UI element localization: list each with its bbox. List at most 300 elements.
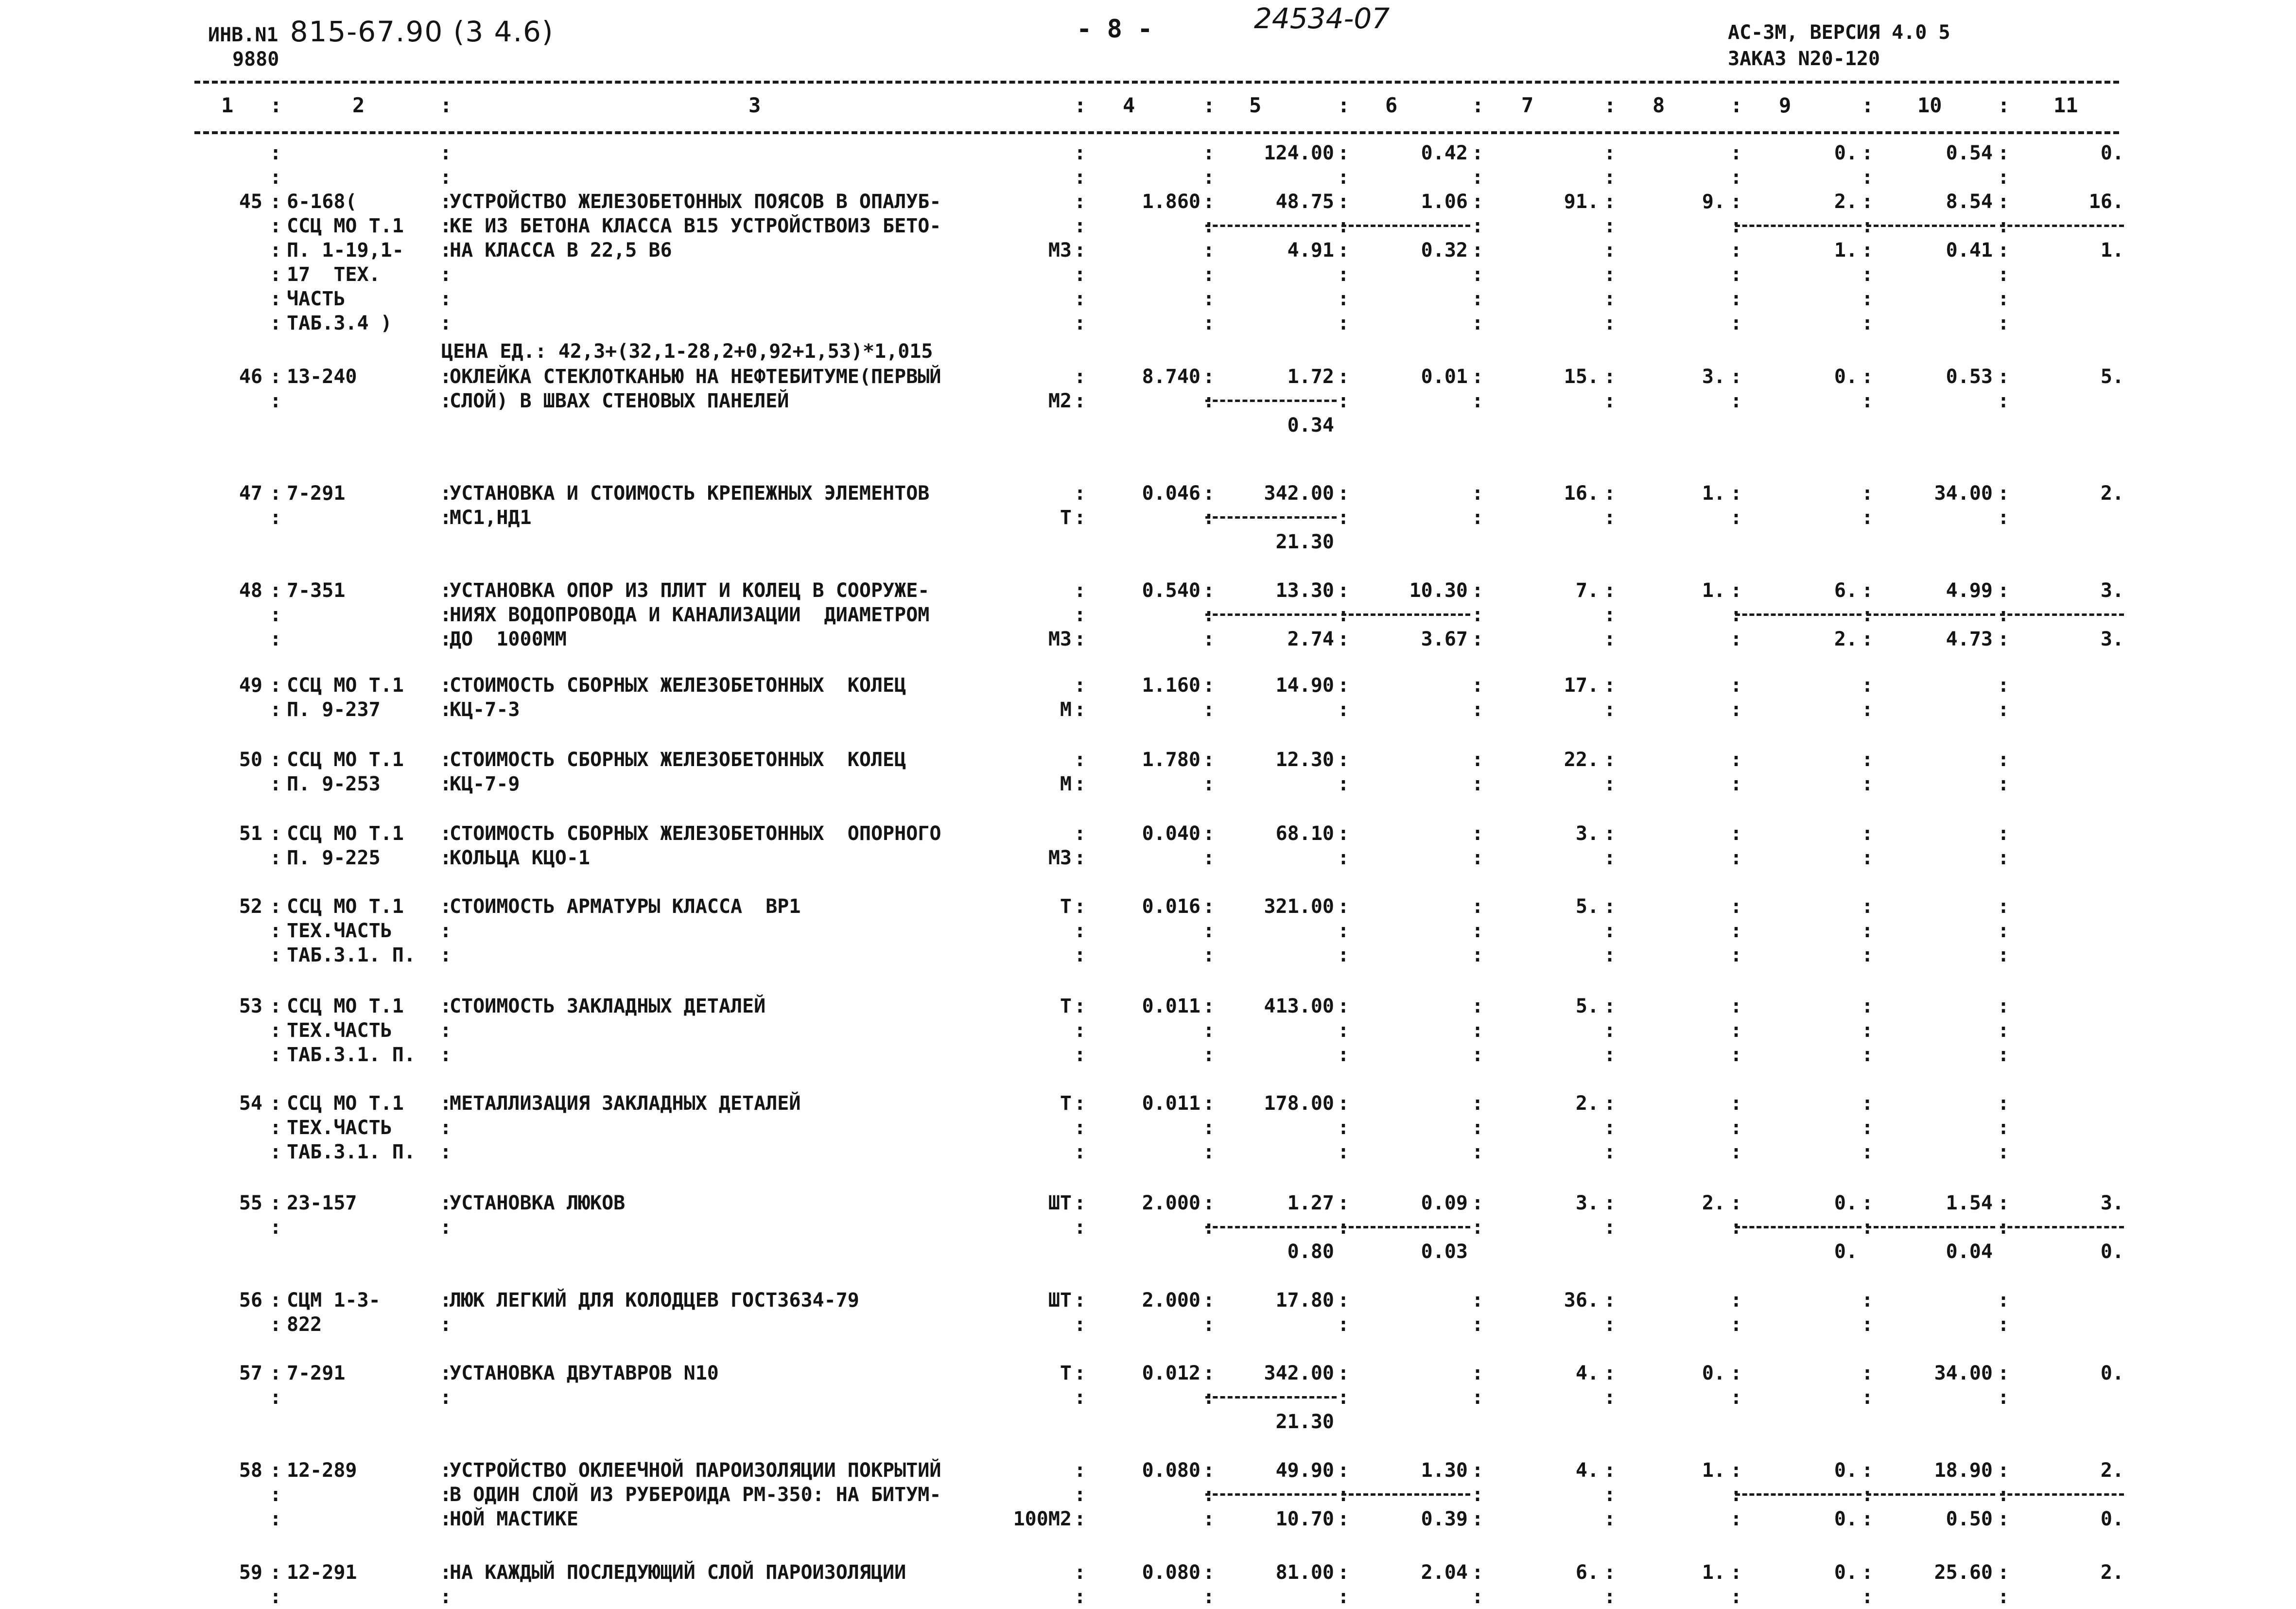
column-separator: : — [1472, 1092, 1484, 1115]
column-separator: : — [440, 390, 452, 412]
column-separator: : — [1604, 482, 1616, 505]
quantity-value: 8.740 — [1142, 366, 1200, 388]
column-separator: : — [1203, 191, 1215, 213]
column-separator: : — [1998, 920, 2010, 942]
column-separator: : — [1861, 142, 1874, 164]
column-separator: : — [1074, 288, 1086, 310]
column-separator: : — [1861, 191, 1874, 213]
column-separator: : — [1998, 288, 2010, 310]
column-separator: : — [1604, 1019, 1616, 1042]
value-c5: 48.75 — [1275, 191, 1334, 213]
column-separator: : — [1998, 699, 2010, 721]
code-line: ТАБ.3.1. П. — [287, 1141, 416, 1163]
column-separator: : — [1604, 628, 1616, 650]
column-separator: : — [1730, 263, 1742, 286]
column-separator: : — [1338, 1141, 1350, 1163]
value-c11: 3. — [2100, 1192, 2124, 1214]
column-separator: : — [1604, 1192, 1616, 1214]
column-separator: : — [1604, 215, 1616, 237]
column-separator: : — [1472, 920, 1484, 942]
column-separator: : — [1074, 366, 1086, 388]
column-separator: : — [1998, 1141, 2010, 1163]
value-c8: 1. — [1702, 1561, 1725, 1584]
column-separator: : — [270, 1216, 282, 1239]
handwritten-reference: 815-67.90 (3 4.6) — [290, 15, 554, 48]
quantity-value: 2.000 — [1142, 1289, 1200, 1312]
description-line: УСТАНОВКА И СТОИМОСТЬ КРЕПЕЖНЫХ ЭЛЕМЕНТОВ — [450, 482, 930, 505]
column-separator: : — [1861, 1586, 1874, 1608]
column-separator: : — [1338, 1044, 1350, 1066]
column-header-6: 6 — [1385, 93, 1398, 117]
description-line: НА КАЖДЫЙ ПОСЛЕДУЮЩИЙ СЛОЙ ПАРОИЗОЛЯЦИИ — [450, 1561, 906, 1584]
column-separator: : — [1604, 579, 1616, 602]
value-c5: 342.00 — [1264, 1362, 1334, 1384]
column-separator: : — [1203, 166, 1215, 189]
column-separator: : — [1203, 944, 1215, 966]
description-line: ДО 1000ММ — [450, 628, 567, 650]
column-separator: : — [1604, 239, 1616, 262]
column-separator: : — [1074, 1508, 1086, 1530]
column-separator: : — [270, 1386, 282, 1409]
column-separator: : — [1203, 822, 1215, 845]
column-separator: : — [1861, 1362, 1874, 1384]
column-separator: : — [1998, 390, 2010, 412]
description-line: УСТАНОВКА ЛЮКОВ — [450, 1192, 626, 1214]
code-line: ТЕХ.ЧАСТЬ — [287, 1117, 392, 1139]
column-separator: : — [1203, 1561, 1215, 1584]
column-header-9: 9 — [1779, 93, 1792, 117]
column-separator: : — [1338, 215, 1350, 237]
column-separator: : — [1998, 142, 2010, 164]
column-separator: : — [1730, 239, 1742, 262]
value-c9: 6. — [1834, 579, 1858, 602]
column-separator: : — [1472, 579, 1484, 602]
column-separator: : — [1730, 1141, 1742, 1163]
column-separator: : — [1074, 1484, 1086, 1506]
value-c5: 14.90 — [1275, 674, 1334, 697]
column-separator: : — [440, 312, 452, 334]
value-c10: 1.54 — [1946, 1192, 1993, 1214]
description-line: УСТАНОВКА ОПОР ИЗ ПЛИТ И КОЛЕЦ В СООРУЖЕ- — [450, 579, 930, 602]
column-separator: : — [1861, 944, 1874, 966]
column-header-7: 7 — [1521, 93, 1534, 117]
column-separator: : — [270, 1459, 282, 1482]
column-separator: : — [1203, 995, 1215, 1017]
column-header-separator: : — [1074, 93, 1087, 117]
column-separator: : — [1074, 1044, 1086, 1066]
column-separator: : — [1472, 1386, 1484, 1409]
value-c5: 49.90 — [1275, 1459, 1334, 1482]
column-separator: : — [1074, 1586, 1086, 1608]
column-separator: : — [1730, 366, 1742, 388]
value-c6: 0.03 — [1421, 1241, 1468, 1263]
value-c8: 1. — [1702, 579, 1725, 602]
column-separator: : — [1730, 773, 1742, 795]
column-separator: : — [1861, 215, 1874, 237]
column-separator: : — [270, 1362, 282, 1384]
column-separator: : — [1472, 895, 1484, 918]
row-number: 59 — [239, 1561, 262, 1584]
column-separator: : — [440, 366, 452, 388]
column-separator: : — [440, 920, 452, 942]
column-separator: : — [1861, 920, 1874, 942]
column-header-2: 2 — [352, 93, 365, 117]
value-c10: 0.50 — [1946, 1508, 1993, 1530]
column-separator: : — [1604, 312, 1616, 334]
column-separator: : — [1861, 1092, 1874, 1115]
value-c5: 342.00 — [1264, 482, 1334, 505]
column-separator: : — [1730, 995, 1742, 1017]
column-separator: : — [1472, 1484, 1484, 1506]
value-c6: 0.39 — [1421, 1508, 1468, 1530]
column-separator: : — [440, 166, 452, 189]
column-separator: : — [1338, 604, 1350, 626]
column-separator: : — [1730, 191, 1742, 213]
column-separator: : — [1338, 191, 1350, 213]
column-separator: : — [440, 995, 452, 1017]
column-separator: : — [440, 749, 452, 771]
column-separator: : — [440, 1141, 452, 1163]
column-separator: : — [1338, 749, 1350, 771]
column-separator: : — [1472, 674, 1484, 697]
column-separator: : — [1338, 166, 1350, 189]
unit-label: Т — [1060, 895, 1072, 918]
quantity-value: 0.080 — [1142, 1459, 1200, 1482]
description-line: НИЯХ ВОДОПРОВОДА И КАНАЛИЗАЦИИ ДИАМЕТРОМ — [450, 604, 930, 626]
column-separator: : — [1074, 604, 1086, 626]
column-header-11: 11 — [2053, 93, 2078, 117]
column-separator: : — [1074, 166, 1086, 189]
column-separator: : — [270, 920, 282, 942]
column-separator: : — [1472, 628, 1484, 650]
column-separator: : — [1472, 847, 1484, 869]
column-separator: : — [1472, 1313, 1484, 1336]
column-separator: : — [1472, 1508, 1484, 1530]
value-c9: 0. — [1834, 1508, 1858, 1530]
column-separator: : — [1998, 1044, 2010, 1066]
column-separator: : — [270, 822, 282, 845]
column-separator: : — [1203, 312, 1215, 334]
value-c8: 2. — [1702, 1192, 1725, 1214]
column-separator: : — [1998, 847, 2010, 869]
column-separator: : — [1074, 944, 1086, 966]
description-line: ОКЛЕЙКА СТЕКЛОТКАНЬЮ НА НЕФТЕБИТУМЕ(ПЕРВЫЙ — [450, 366, 941, 388]
row-number: 45 — [239, 191, 262, 213]
column-separator: : — [1998, 1386, 2010, 1409]
value-c11: 2. — [2100, 1561, 2124, 1584]
column-separator: : — [1998, 1092, 2010, 1115]
column-separator: : — [270, 847, 282, 869]
column-separator: : — [1338, 579, 1350, 602]
column-separator: : — [1074, 1216, 1086, 1239]
quantity-value: 1.860 — [1142, 191, 1200, 213]
code-line: ТЕХ.ЧАСТЬ — [287, 920, 392, 942]
column-separator: : — [440, 699, 452, 721]
column-separator: : — [440, 142, 452, 164]
column-header-5: 5 — [1249, 93, 1262, 117]
column-separator: : — [1604, 390, 1616, 412]
column-separator: : — [1861, 366, 1874, 388]
value-c5: 4.91 — [1287, 239, 1334, 262]
row-number: 57 — [239, 1362, 262, 1384]
column-separator: : — [1998, 1362, 2010, 1384]
column-separator: : — [1472, 1561, 1484, 1584]
subtotal-divider — [1866, 1226, 1995, 1228]
description-line: УСТАНОВКА ДВУТАВРОВ N10 — [450, 1362, 719, 1384]
column-separator: : — [1730, 822, 1742, 845]
column-separator: : — [1730, 1459, 1742, 1482]
description-line: НОЙ МАСТИКЕ — [450, 1508, 578, 1530]
column-separator: : — [1074, 1289, 1086, 1312]
value-c11: 0. — [2100, 1241, 2124, 1263]
column-separator: : — [1998, 822, 2010, 845]
column-separator: : — [1730, 288, 1742, 310]
value-c11: 0. — [2100, 1508, 2124, 1530]
column-separator: : — [1338, 263, 1350, 286]
value-c11: 0. — [2100, 1362, 2124, 1384]
column-separator: : — [1472, 142, 1484, 164]
column-separator: : — [1472, 1117, 1484, 1139]
column-separator: : — [1074, 215, 1086, 237]
unit-label: М3 — [1048, 628, 1072, 650]
column-separator: : — [1998, 312, 2010, 334]
column-separator: : — [1338, 366, 1350, 388]
row-number: 48 — [239, 579, 262, 602]
value-c5: 1.27 — [1287, 1192, 1334, 1214]
column-separator: : — [1730, 895, 1742, 918]
column-separator: : — [1472, 995, 1484, 1017]
column-separator: : — [1604, 1313, 1616, 1336]
value-c7: 7. — [1575, 579, 1599, 602]
column-separator: : — [1730, 1386, 1742, 1409]
column-separator: : — [1472, 263, 1484, 286]
unit-label: М2 — [1048, 390, 1072, 412]
subtotal-divider — [1735, 613, 1861, 616]
column-separator: : — [1730, 1508, 1742, 1530]
column-separator: : — [1338, 944, 1350, 966]
quantity-value: 0.540 — [1142, 579, 1200, 602]
row-number: 58 — [239, 1459, 262, 1482]
column-separator: : — [1861, 895, 1874, 918]
value-c10: 18.90 — [1934, 1459, 1993, 1482]
column-separator: : — [1998, 1019, 2010, 1042]
column-header-separator: : — [1604, 93, 1617, 117]
column-separator: : — [1998, 166, 2010, 189]
column-header-separator: : — [1203, 93, 1216, 117]
subtotal-divider — [1735, 225, 1861, 227]
column-separator: : — [1861, 1508, 1874, 1530]
column-separator: : — [1730, 674, 1742, 697]
column-separator: : — [1074, 239, 1086, 262]
column-header-separator: : — [1730, 93, 1743, 117]
quantity-value: 0.011 — [1142, 1092, 1200, 1115]
column-separator: : — [1338, 1216, 1350, 1239]
column-separator: : — [1203, 674, 1215, 697]
quantity-value: 0.012 — [1142, 1362, 1200, 1384]
description-line: В ОДИН СЛОЙ ИЗ РУБЕРОИДА РМ-350: НА БИТУМ- — [450, 1484, 941, 1506]
column-separator: : — [1730, 1019, 1742, 1042]
column-separator: : — [1203, 1484, 1215, 1506]
code-line: П. 9-225 — [287, 847, 381, 869]
column-separator: : — [1203, 482, 1215, 505]
column-separator: : — [1203, 628, 1215, 650]
column-separator: : — [1604, 1044, 1616, 1066]
column-separator: : — [1472, 1044, 1484, 1066]
column-separator: : — [1730, 628, 1742, 650]
column-separator: : — [270, 1192, 282, 1214]
column-separator: : — [440, 847, 452, 869]
code-line: 7-291 — [287, 1362, 346, 1384]
column-separator: : — [1604, 142, 1616, 164]
column-separator: : — [1203, 507, 1215, 529]
subtotal-divider — [1341, 225, 1470, 227]
column-separator: : — [270, 674, 282, 697]
column-separator: : — [1074, 191, 1086, 213]
code-line: П. 9-237 — [287, 699, 381, 721]
column-separator: : — [1472, 1192, 1484, 1214]
inventory-number: 9880 — [232, 48, 279, 70]
column-separator: : — [1338, 507, 1350, 529]
description-line: НА КЛАССА В 22,5 В6 — [450, 239, 672, 262]
column-separator: : — [1338, 847, 1350, 869]
row-number: 49 — [239, 674, 262, 697]
subtotal-divider — [1205, 225, 1337, 227]
column-separator: : — [1074, 1117, 1086, 1139]
value-c7: 17. — [1564, 674, 1599, 697]
column-separator: : — [440, 1484, 452, 1506]
column-separator: : — [1203, 1141, 1215, 1163]
quantity-value: 0.016 — [1142, 895, 1200, 918]
column-separator: : — [1203, 773, 1215, 795]
column-separator: : — [1338, 239, 1350, 262]
column-separator: : — [1730, 1092, 1742, 1115]
column-separator: : — [1203, 1092, 1215, 1115]
column-separator: : — [1861, 507, 1874, 529]
code-line: ССЦ МО Т.1 — [287, 749, 404, 771]
column-separator: : — [1998, 507, 2010, 529]
value-c8: 9. — [1702, 191, 1725, 213]
column-separator: : — [1861, 166, 1874, 189]
code-line: СЦМ 1-3- — [287, 1289, 381, 1312]
value-c10: 0.53 — [1946, 366, 1993, 388]
column-separator: : — [270, 1289, 282, 1312]
column-separator: : — [1074, 390, 1086, 412]
value-c10: 34.00 — [1934, 482, 1993, 505]
column-separator: : — [270, 482, 282, 505]
unit-label: ШТ — [1048, 1289, 1072, 1312]
column-separator: : — [1203, 239, 1215, 262]
column-separator: : — [1472, 166, 1484, 189]
column-separator: : — [1604, 1216, 1616, 1239]
subtotal-divider — [2000, 613, 2124, 616]
column-separator: : — [1074, 995, 1086, 1017]
column-separator: : — [1338, 142, 1350, 164]
unit-label: Т — [1060, 995, 1072, 1017]
column-separator: : — [1730, 579, 1742, 602]
value-c6: 1.06 — [1421, 191, 1468, 213]
row-number: 53 — [239, 995, 262, 1017]
value-c7: 36. — [1564, 1289, 1599, 1312]
column-separator: : — [1604, 1386, 1616, 1409]
column-separator: : — [1604, 749, 1616, 771]
value-c5: 321.00 — [1264, 895, 1334, 918]
column-separator: : — [1604, 1586, 1616, 1608]
column-separator: : — [1861, 773, 1874, 795]
column-separator: : — [1203, 895, 1215, 918]
description-line: ЛЮК ЛЕГКИЙ ДЛЯ КОЛОДЦЕВ ГОСТ3634-79 — [450, 1289, 859, 1312]
column-separator: : — [1604, 1117, 1616, 1139]
column-separator: : — [440, 1586, 452, 1608]
column-separator: : — [1074, 263, 1086, 286]
column-separator: : — [1074, 1313, 1086, 1336]
column-separator: : — [270, 166, 282, 189]
column-separator: : — [1074, 312, 1086, 334]
column-separator: : — [1203, 699, 1215, 721]
column-separator: : — [1203, 1508, 1215, 1530]
description-line: СТОИМОСТЬ СБОРНЫХ ЖЕЛЕЗОБЕТОННЫХ КОЛЕЦ — [450, 674, 906, 697]
column-separator: : — [1861, 1192, 1874, 1214]
column-separator: : — [1998, 579, 2010, 602]
value-c5: 2.74 — [1287, 628, 1334, 650]
value-c7: 22. — [1564, 749, 1599, 771]
column-separator: : — [440, 1289, 452, 1312]
column-separator: : — [1203, 1362, 1215, 1384]
column-separator: : — [270, 773, 282, 795]
value-c6: 2.04 — [1421, 1561, 1468, 1584]
column-separator: : — [440, 674, 452, 697]
column-separator: : — [1604, 366, 1616, 388]
subtotal-divider — [1205, 613, 1337, 616]
column-separator: : — [1730, 390, 1742, 412]
code-line: 7-291 — [287, 482, 346, 505]
column-separator: : — [1472, 1459, 1484, 1482]
value-c7: 2. — [1575, 1092, 1599, 1115]
column-separator: : — [1074, 773, 1086, 795]
column-separator: : — [1074, 1192, 1086, 1214]
column-separator: : — [1998, 749, 2010, 771]
value-c5: 81.00 — [1275, 1561, 1334, 1584]
code-line: ССЦ МО Т.1 — [287, 995, 404, 1017]
column-separator: : — [1861, 1141, 1874, 1163]
column-separator: : — [1730, 1362, 1742, 1384]
value-c10: 4.73 — [1946, 628, 1993, 650]
column-separator: : — [1472, 699, 1484, 721]
column-separator: : — [270, 1313, 282, 1336]
column-header-10: 10 — [1917, 93, 1942, 117]
column-separator: : — [1861, 847, 1874, 869]
column-separator: : — [440, 579, 452, 602]
column-separator: : — [1998, 1561, 2010, 1584]
column-separator: : — [440, 1044, 452, 1066]
unit-label: М3 — [1048, 239, 1072, 262]
column-separator: : — [1472, 366, 1484, 388]
column-separator: : — [1338, 1192, 1350, 1214]
column-separator: : — [1861, 390, 1874, 412]
subtotal-divider — [1205, 1396, 1337, 1399]
column-separator: : — [1604, 263, 1616, 286]
column-separator: : — [1861, 749, 1874, 771]
column-header-separator: : — [1338, 93, 1350, 117]
inventory-label: ИНВ.N1 — [208, 24, 278, 46]
column-separator: : — [440, 482, 452, 505]
column-separator: : — [1472, 482, 1484, 505]
row-number: 51 — [239, 822, 262, 845]
code-line: ТЕХ.ЧАСТЬ — [287, 1019, 392, 1042]
row-number: 46 — [239, 366, 262, 388]
description-line: СТОИМОСТЬ СБОРНЫХ ЖЕЛЕЗОБЕТОННЫХ ОПОРНОГО — [450, 822, 941, 845]
column-separator: : — [1604, 822, 1616, 845]
column-separator: : — [1338, 822, 1350, 845]
